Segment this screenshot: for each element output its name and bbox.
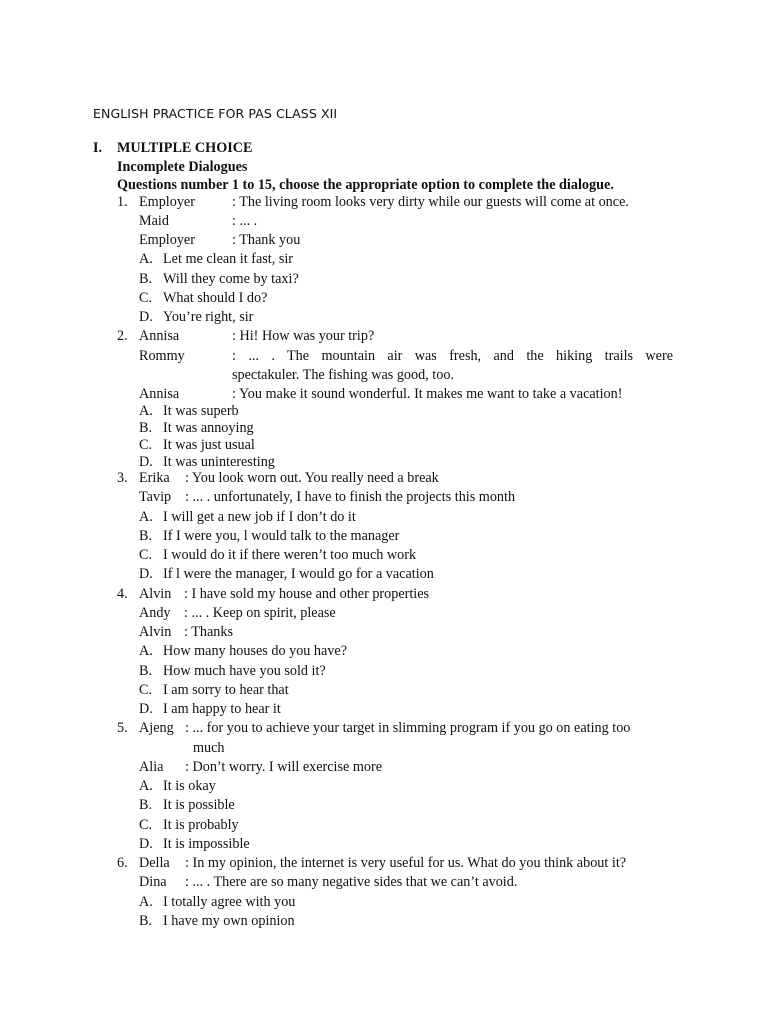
option-letter: D.	[139, 454, 153, 470]
option-b: Will they come by taxi?	[163, 271, 299, 287]
option-letter: B.	[139, 913, 153, 929]
option-b: It is possible	[163, 797, 235, 813]
option-c: I would do it if there weren’t too much work	[163, 547, 417, 563]
dialogue-line: : Thank you	[232, 232, 301, 248]
option-d: It is impossible	[163, 836, 250, 852]
section-instruction: Questions number 1 to 15, choose the appropriate option to complete the dialogue.	[117, 177, 614, 193]
option-letter: A.	[139, 778, 153, 794]
dialogue-speaker: Annisa	[139, 328, 180, 344]
option-c: I am sorry to hear that	[163, 682, 289, 698]
option-b: How much have you sold it?	[163, 663, 326, 679]
option-letter: A.	[139, 894, 153, 910]
dialogue-line: : ... . unfortunately, I have to finish the projects this month	[185, 489, 516, 505]
option-letter: C.	[139, 817, 153, 833]
dialogue-line: : Hi! How was your trip?	[232, 328, 375, 344]
dialogue-line: : The living room looks very dirty while our guests will come at once.	[232, 194, 629, 210]
dialogue-line: : ... for you to achieve your target in slimming program if you go on eating too	[185, 720, 631, 736]
dialogue-speaker: Tavip	[139, 489, 172, 505]
option-letter: B.	[139, 663, 153, 679]
dialogue-line-continued: spectakuler. The fishing was good, too.	[232, 367, 454, 383]
dialogue-line: : ... . The mountain air was fresh, and the hiking trails were	[232, 348, 673, 364]
dialogue-speaker: Maid	[139, 213, 169, 229]
dialogue-speaker: Employer	[139, 194, 195, 210]
option-c: What should I do?	[163, 290, 268, 306]
option-letter: D.	[139, 836, 153, 852]
dialogue-line: : ... . Keep on spirit, please	[184, 605, 336, 621]
option-a: It was superb	[163, 403, 239, 419]
dialogue-line-continued: much	[193, 740, 225, 756]
section-title: MULTIPLE CHOICE	[117, 140, 253, 156]
option-d: You’re right, sir	[163, 309, 254, 325]
option-b: I have my own opinion	[163, 913, 295, 929]
question-number: 2.	[117, 328, 128, 344]
dialogue-line: : You make it sound wonderful. It makes me want to take a vacation!	[232, 386, 623, 402]
option-a: Let me clean it fast, sir	[163, 251, 294, 267]
option-c: It was just usual	[163, 437, 255, 453]
option-letter: A.	[139, 509, 153, 525]
option-letter: B.	[139, 528, 153, 544]
question-number: 5.	[117, 720, 128, 736]
option-a: I will get a new job if I don’t do it	[163, 509, 356, 525]
option-letter: D.	[139, 309, 153, 325]
section-numeral: I.	[93, 140, 103, 156]
option-d: If l were the manager, I would go for a vacation	[163, 566, 434, 582]
option-a: It is okay	[163, 778, 216, 794]
question-number: 4.	[117, 586, 128, 602]
document-title: ENGLISH PRACTICE FOR PAS CLASS XII	[93, 106, 338, 121]
question-number: 6.	[117, 855, 128, 871]
question-number: 1.	[117, 194, 128, 210]
option-letter: D.	[139, 566, 153, 582]
dialogue-speaker: Alvin	[139, 586, 172, 602]
question-number: 3.	[117, 470, 128, 486]
dialogue-speaker: Alvin	[139, 624, 172, 640]
dialogue-speaker: Employer	[139, 232, 195, 248]
dialogue-line: : In my opinion, the internet is very useful for us. What do you think about it?	[185, 855, 627, 871]
dialogue-line: : ... .	[232, 213, 258, 229]
dialogue-line: : Thanks	[184, 624, 233, 640]
option-b: It was annoying	[163, 420, 254, 436]
option-letter: C.	[139, 547, 153, 563]
option-letter: A.	[139, 403, 153, 419]
option-a: How many houses do you have?	[163, 643, 348, 659]
option-letter: B.	[139, 420, 153, 436]
option-letter: A.	[139, 251, 153, 267]
option-letter: A.	[139, 643, 153, 659]
dialogue-speaker: Ajeng	[139, 720, 174, 736]
dialogue-speaker: Andy	[139, 605, 171, 621]
option-letter: B.	[139, 797, 153, 813]
option-a: I totally agree with you	[163, 894, 296, 910]
dialogue-speaker: Dina	[139, 874, 167, 890]
option-letter: C.	[139, 682, 153, 698]
option-c: It is probably	[163, 817, 239, 833]
dialogue-speaker: Annisa	[139, 386, 180, 402]
dialogue-line: : Don’t worry. I will exercise more	[185, 759, 382, 775]
dialogue-line: : You look worn out. You really need a break	[185, 470, 439, 486]
option-letter: B.	[139, 271, 153, 287]
option-letter: D.	[139, 701, 153, 717]
dialogue-speaker: Rommy	[139, 348, 185, 364]
option-d: I am happy to hear it	[163, 701, 281, 717]
dialogue-speaker: Alia	[139, 759, 164, 775]
option-b: If I were you, l would talk to the manager	[163, 528, 400, 544]
option-d: It was uninteresting	[163, 454, 275, 470]
section-subtitle: Incomplete Dialogues	[117, 159, 248, 175]
option-letter: C.	[139, 290, 153, 306]
dialogue-speaker: Della	[139, 855, 170, 871]
dialogue-speaker: Erika	[139, 470, 170, 486]
dialogue-line: : I have sold my house and other properties	[184, 586, 430, 602]
option-letter: C.	[139, 437, 153, 453]
dialogue-line: : ... . There are so many negative sides that we can’t avoid.	[185, 874, 518, 890]
